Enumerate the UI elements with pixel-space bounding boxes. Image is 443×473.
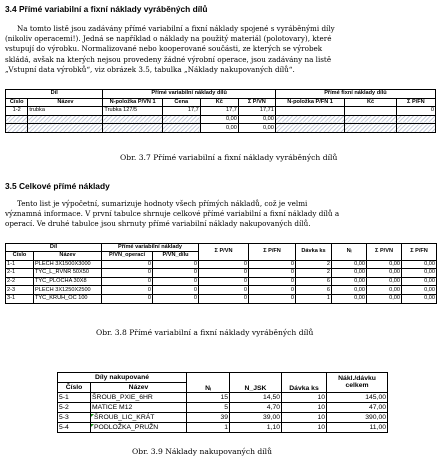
table-cell[interactable]: 3-1 (6, 294, 34, 303)
table-cell[interactable]: 10 (282, 413, 327, 423)
table-cell[interactable]: 17,7 (200, 107, 238, 116)
column-header: P/VN_dílu (153, 252, 199, 261)
table-cell[interactable]: 1-1 (6, 260, 34, 269)
table-cell[interactable]: 0 (249, 260, 296, 269)
table-cell[interactable]: 10 (282, 393, 327, 403)
table-cell[interactable]: 0,00 (200, 124, 238, 133)
table-cell[interactable] (345, 115, 397, 124)
table-row (6, 115, 436, 124)
table-cell[interactable]: 0 (102, 277, 153, 286)
table-cell[interactable] (91, 413, 187, 423)
paragraph-line: vstupují do výrobku. Normalizované nebo kooperované součásti, ze kterých se výrobek (5, 44, 323, 54)
group-header: Přímé variabilní náklady (102, 244, 199, 252)
figure-caption-3-7: Obr. 3.7 Přímé variabilní a fixní náklady vyráběných dílů (120, 153, 338, 162)
table-cell[interactable]: TYČ_KRUH_OC 100 (34, 294, 102, 303)
table-cell[interactable]: 0,00 (402, 260, 437, 269)
group-header: Díly nakupované (58, 373, 187, 383)
table-cell[interactable] (345, 124, 397, 133)
table-row (58, 393, 388, 403)
column-header: Σ P/VN (367, 244, 402, 261)
table-cell[interactable]: 17,71 (238, 107, 275, 116)
table-cell[interactable]: 1,10 (230, 423, 282, 433)
table-cell[interactable]: 2 (296, 269, 332, 278)
paragraph-line: „Vstupní data výrobků“, viz obrázek 3.5, tabulka „Náklady nakupovaných dílů“. (5, 64, 295, 74)
table-cell[interactable]: trubka (28, 107, 103, 116)
table-cell[interactable]: 0 (153, 260, 199, 269)
table-total-direct-costs (5, 243, 437, 304)
group-header: Díl (6, 90, 103, 99)
table-row (58, 403, 388, 413)
table-cell[interactable] (28, 115, 103, 124)
column-header: Σ P/VN (199, 244, 249, 261)
table-cell[interactable]: 0 (199, 269, 249, 278)
table-cell[interactable]: 15 (187, 393, 230, 403)
table-cell[interactable]: 0 (102, 260, 153, 269)
column-header: Název (91, 383, 187, 393)
column-header: Cena (162, 98, 200, 107)
column-header: Σ P/FN (249, 244, 296, 261)
table-cell[interactable]: 0 (199, 260, 249, 269)
column-header: Název (34, 252, 102, 261)
table-cell[interactable]: 5 (187, 403, 230, 413)
table-cell[interactable]: 0 (102, 286, 153, 295)
paragraph-3-4 (5, 24, 436, 75)
group-header: Přímé fixní náklady dílů (275, 90, 435, 99)
table-cell[interactable]: 145,00 (327, 393, 388, 403)
table-cell[interactable]: 5-3 (58, 413, 91, 423)
figure-caption-3-9: Obr. 3.9 Náklady nakupovaných dílů (132, 447, 273, 456)
table-row (6, 286, 437, 295)
table-cell[interactable]: 0 (249, 286, 296, 295)
column-header: Kč (200, 98, 238, 107)
column-header: Σ P/FN (402, 244, 437, 261)
table-cell[interactable]: 0,00 (332, 277, 367, 286)
table-cell[interactable]: 2-2 (6, 277, 34, 286)
table-cell[interactable]: 0 (249, 294, 296, 303)
table-cell[interactable]: 0 (199, 294, 249, 303)
paragraph-3-5 (5, 199, 436, 230)
table-cell[interactable]: 0,00 (367, 286, 402, 295)
table-cell[interactable]: 1-2 (6, 107, 28, 116)
table-cell[interactable]: 4,70 (230, 403, 282, 413)
table-cell[interactable]: 0 (199, 286, 249, 295)
table-cell[interactable]: 0 (153, 294, 199, 303)
section-title-3-5: 3.5 Celkové přímé náklady (5, 181, 110, 191)
column-header: N-položka P/VN 1 (103, 98, 162, 107)
table-cell[interactable] (162, 124, 200, 133)
table-cell[interactable]: 2-1 (6, 269, 34, 278)
paragraph-line: Na tomto listě jsou zadávány přímé variabilní a fixní náklady spojené s vyráběnými díly (17, 24, 335, 33)
column-header: Číslo (6, 98, 28, 107)
table-cell[interactable]: 39 (187, 413, 230, 423)
table-cell[interactable]: 1 (296, 294, 332, 303)
column-header: Název (28, 98, 103, 107)
table-cell[interactable] (275, 115, 344, 124)
table-cell[interactable]: Trubka 127/5 (103, 107, 162, 116)
table-cell[interactable]: 0 (153, 277, 199, 286)
section-title-3-4: 3.4 Přímé variabilní a fixní náklady vyráběných dílů (5, 4, 208, 14)
table-row (6, 260, 437, 269)
table-row (6, 294, 437, 303)
column-header: Číslo (58, 383, 91, 393)
table-cell[interactable] (275, 107, 344, 116)
table-cell[interactable] (103, 124, 162, 133)
column-header: N_JSK (230, 373, 282, 393)
table-direct-costs-parts (5, 89, 436, 133)
paragraph-line: (nikoliv operacemi!). Jedná se například o náklady na použitý materiál (polotovary), které (5, 34, 332, 44)
table-cell[interactable] (91, 423, 187, 433)
table-cell[interactable] (6, 124, 28, 133)
table-cell[interactable]: 0,00 (367, 260, 402, 269)
table-cell[interactable]: 5-2 (58, 403, 91, 413)
table-purchased-parts (57, 372, 388, 433)
table-cell[interactable]: 0,00 (238, 124, 275, 133)
table-cell[interactable]: 0,00 (332, 269, 367, 278)
table-row (58, 413, 388, 423)
table-cell[interactable] (345, 107, 397, 116)
column-header: Dávka ks (296, 244, 332, 261)
table-cell[interactable]: 0,00 (238, 115, 275, 124)
table-cell[interactable]: 10 (282, 423, 327, 433)
table-cell[interactable]: 0 (102, 294, 153, 303)
table-cell[interactable]: ŠROUB_PXIE_6HR (91, 393, 187, 403)
table-cell[interactable]: PLECH 3X1250X2500 (34, 286, 102, 295)
table-cell[interactable]: 14,50 (230, 393, 282, 403)
table-cell[interactable]: 0 (153, 286, 199, 295)
table-cell[interactable]: TYČ_L_RVNR 50X50 (34, 269, 102, 278)
table-cell[interactable]: 390,00 (327, 413, 388, 423)
table-row (6, 124, 436, 133)
table-cell[interactable]: 5-1 (58, 393, 91, 403)
figure-caption-3-8: Obr. 3.8 Přímé variabilní a fixní náklady vyráběných dílů (96, 328, 314, 337)
table-cell[interactable] (396, 124, 435, 133)
table-cell[interactable]: 0,00 (367, 294, 402, 303)
table-row (6, 107, 436, 116)
column-header: Číslo (6, 252, 34, 261)
table-cell[interactable]: 1 (187, 423, 230, 433)
table-cell[interactable]: 6 (296, 277, 332, 286)
table-cell[interactable]: MATICE M12 (91, 403, 187, 413)
table-cell[interactable]: 0,00 (402, 286, 437, 295)
paragraph-line: operací. Ve druhé tabulce jsou shrnuty přímé variabilní náklady nakupovaných dílů. (5, 219, 311, 229)
table-cell[interactable]: 47,00 (327, 403, 388, 413)
table-cell[interactable]: 0 (153, 269, 199, 278)
column-header: Nᵢ (332, 244, 367, 261)
table-cell[interactable]: 0 (102, 269, 153, 278)
table-cell[interactable]: 0,00 (402, 269, 437, 278)
table-cell[interactable]: 0,00 (402, 277, 437, 286)
table-cell[interactable]: 0,00 (332, 260, 367, 269)
paragraph-line: Tento list je výpočetní, sumarizuje hodnoty všech přímých nákladů, což je velmi (17, 199, 308, 208)
table-row (6, 269, 437, 278)
group-header: Přímé variabilní náklady dílů (103, 90, 275, 99)
table-cell[interactable]: 2 (296, 260, 332, 269)
table-row (58, 423, 388, 433)
table-cell[interactable]: 10 (282, 403, 327, 413)
table-cell[interactable]: 0,00 (367, 277, 402, 286)
table-row (6, 277, 437, 286)
table-cell[interactable] (6, 115, 28, 124)
table-cell[interactable]: 5-4 (58, 423, 91, 433)
column-header: Σ P/VN (238, 98, 275, 107)
table-cell[interactable]: 0,00 (367, 269, 402, 278)
table-cell[interactable]: 0 (396, 107, 435, 116)
column-header: Nákl./dávku celkem (327, 373, 388, 393)
column-header: Nᵢ (187, 373, 230, 393)
column-header: Σ P/FN (396, 98, 435, 107)
cell-text: ŠROUB_LIC_KRÁT (94, 414, 155, 421)
table-cell[interactable] (28, 124, 103, 133)
column-header: Kč (345, 98, 397, 107)
column-header: N-položka P/FN 1 (275, 98, 344, 107)
table-cell[interactable]: 0 (249, 277, 296, 286)
table-cell[interactable] (396, 115, 435, 124)
table-cell[interactable] (275, 124, 344, 133)
table-cell[interactable]: 0,00 (332, 286, 367, 295)
table-cell[interactable]: 0,00 (402, 294, 437, 303)
table-cell[interactable] (162, 115, 200, 124)
paragraph-line: významná informace. V první tabulce shrnuje celkové přímé variabilní a fixní náklady dílů a (5, 209, 340, 219)
table-cell[interactable] (103, 115, 162, 124)
table-cell[interactable]: 0 (199, 277, 249, 286)
table-cell[interactable]: 6 (296, 286, 332, 295)
column-header: P/VN_operací (102, 252, 153, 261)
table-cell[interactable]: 17,7 (162, 107, 200, 116)
table-cell[interactable]: 39,00 (230, 413, 282, 423)
table-cell[interactable]: 0,00 (332, 294, 367, 303)
table-cell[interactable]: 0,00 (200, 115, 238, 124)
cell-text: PODLOŽKA_PRUŽN (94, 424, 159, 431)
table-cell[interactable]: 0 (249, 269, 296, 278)
table-cell[interactable]: PLECH 3X1500X3000 (34, 260, 102, 269)
paragraph-line: skládá, avšak na kterých nejsou provedeny žádné výrobní operace, jsou zadávány na listě (5, 54, 332, 64)
group-header: Díl (6, 244, 102, 252)
column-header: Dávka ks (282, 373, 327, 393)
table-cell[interactable]: 11,00 (327, 423, 388, 433)
table-cell[interactable]: TYČ_PLOCHA 30X8 (34, 277, 102, 286)
table-cell[interactable]: 2-3 (6, 286, 34, 295)
